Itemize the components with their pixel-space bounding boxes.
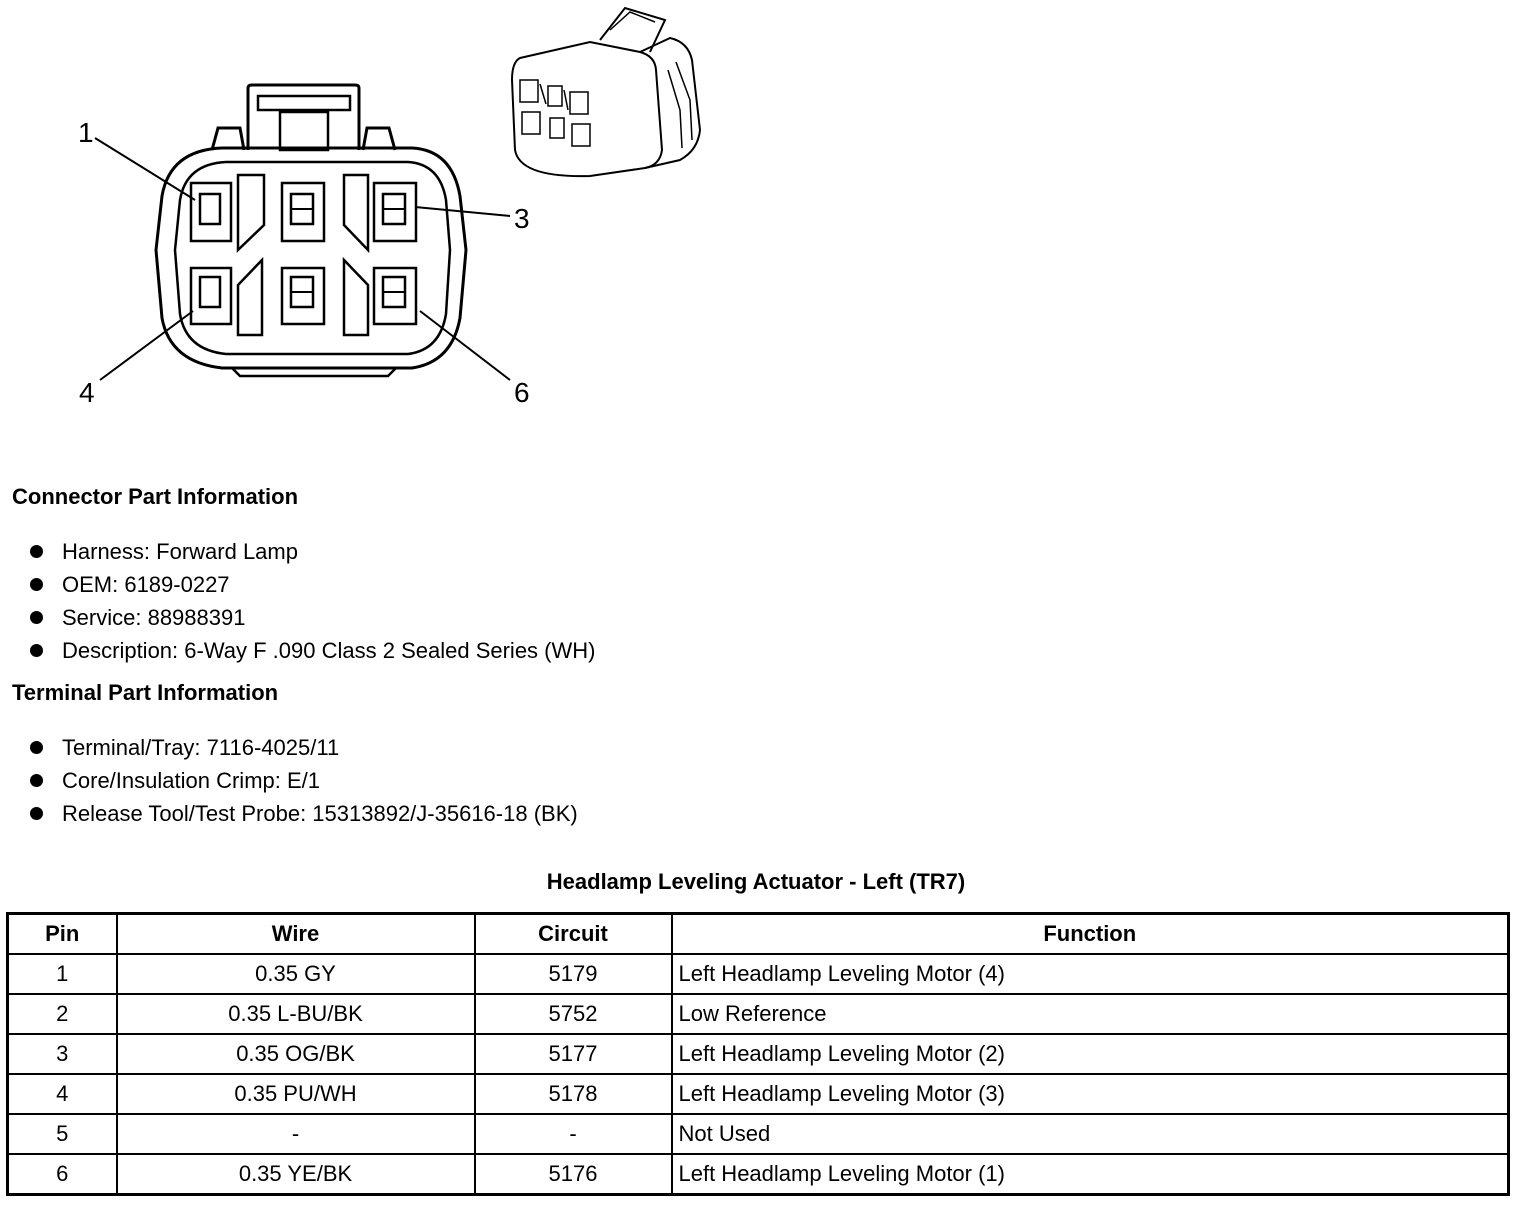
list-item: Release Tool/Test Probe: 15313892/J-35616-18 (BK) — [30, 797, 578, 830]
pin-cavity-3 — [374, 183, 416, 241]
terminal-info-list — [30, 731, 578, 830]
list-item: Service: 88988391 — [30, 601, 595, 634]
table-row — [8, 954, 1509, 994]
list-item: OEM: 6189-0227 — [30, 568, 595, 601]
cell-pin: 5 — [8, 1114, 117, 1154]
pin-cavity-4 — [191, 268, 231, 324]
header-pin: Pin — [8, 914, 117, 955]
cell-circuit: 5177 — [475, 1034, 672, 1074]
connector-diagram — [0, 0, 760, 430]
cell-wire: 0.35 YE/BK — [117, 1154, 475, 1195]
cell-circuit: 5179 — [475, 954, 672, 994]
header-wire: Wire — [117, 914, 475, 955]
pin-table-title: Headlamp Leveling Actuator - Left (TR7) — [546, 869, 966, 894]
cell-function: Left Headlamp Leveling Motor (1) — [672, 1154, 1509, 1195]
list-item: Harness: Forward Lamp — [30, 535, 595, 568]
header-function: Function — [672, 914, 1509, 955]
pin-cavity-1 — [191, 183, 231, 241]
cell-pin: 4 — [8, 1074, 117, 1114]
cell-function: Left Headlamp Leveling Motor (4) — [672, 954, 1509, 994]
table-row — [8, 1154, 1509, 1195]
connector-info-list — [30, 535, 595, 667]
cell-circuit: 5752 — [475, 994, 672, 1034]
pin-callout-1: 1 — [78, 117, 94, 148]
cell-function: Left Headlamp Leveling Motor (2) — [672, 1034, 1509, 1074]
pin-callout-6: 6 — [514, 377, 530, 408]
connector-info-title: Connector Part Information — [12, 484, 299, 509]
pin-callout-4: 4 — [79, 377, 95, 408]
table-row — [8, 1114, 1509, 1154]
pin-cavity-2 — [282, 183, 324, 241]
pin-callout-3: 3 — [514, 203, 530, 234]
cell-wire: 0.35 GY — [117, 954, 475, 994]
cell-wire: 0.35 L-BU/BK — [117, 994, 475, 1034]
cell-pin: 1 — [8, 954, 117, 994]
cell-function: Left Headlamp Leveling Motor (3) — [672, 1074, 1509, 1114]
table-row — [8, 994, 1509, 1034]
connector-face-view — [95, 85, 510, 380]
cell-function: Not Used — [672, 1114, 1509, 1154]
cell-circuit: 5176 — [475, 1154, 672, 1195]
cell-circuit: - — [475, 1114, 672, 1154]
cell-wire: 0.35 PU/WH — [117, 1074, 475, 1114]
table-row — [8, 1074, 1509, 1114]
list-item: Description: 6-Way F .090 Class 2 Sealed Series (WH) — [30, 634, 595, 667]
terminal-info-title: Terminal Part Information — [12, 680, 279, 705]
pin-cavity-5 — [282, 268, 324, 324]
cell-pin: 2 — [8, 994, 117, 1034]
header-circuit: Circuit — [475, 914, 672, 955]
cell-wire: - — [117, 1114, 475, 1154]
list-item: Core/Insulation Crimp: E/1 — [30, 764, 578, 797]
cell-wire: 0.35 OG/BK — [117, 1034, 475, 1074]
cell-pin: 3 — [8, 1034, 117, 1074]
pin-table — [6, 912, 1510, 1196]
table-header-row — [8, 914, 1509, 955]
cell-function: Low Reference — [672, 994, 1509, 1034]
connector-isometric-view — [512, 8, 700, 176]
list-item: Terminal/Tray: 7116-4025/11 — [30, 731, 578, 764]
table-row — [8, 1034, 1509, 1074]
cell-pin: 6 — [8, 1154, 117, 1195]
cell-circuit: 5178 — [475, 1074, 672, 1114]
pin-cavity-6 — [374, 268, 416, 324]
